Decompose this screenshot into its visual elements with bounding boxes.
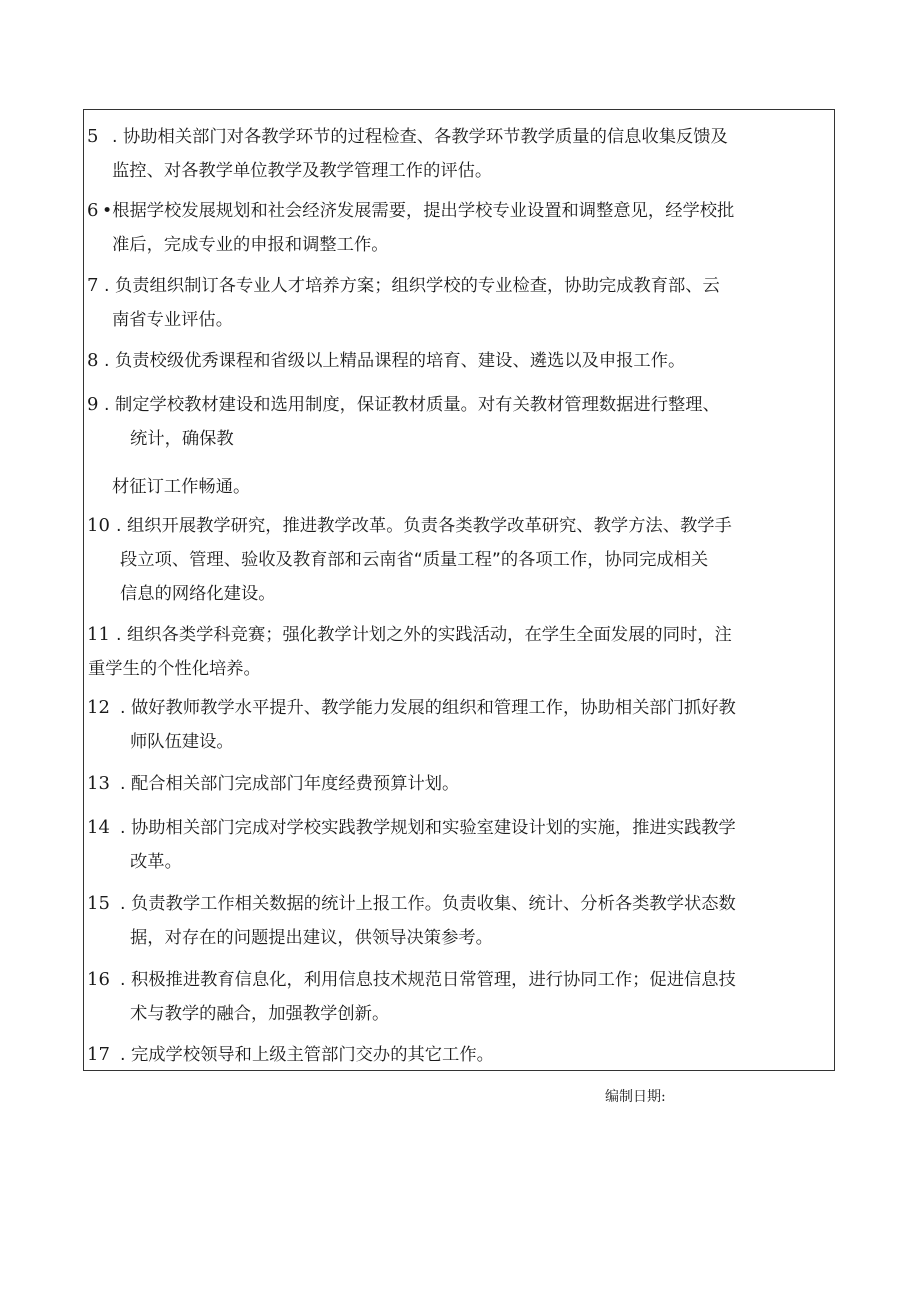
item-text-line-3: 材征订工作畅通。 <box>112 477 251 497</box>
duties-table <box>83 109 835 1071</box>
item-text-line-1: . 负责组织制订各专业人才培养方案；组织学校的专业检查，协助完成教育部、云 <box>104 276 720 296</box>
item-number: 13 <box>87 773 110 794</box>
item-text-line-2: 段立项、管理、验收及教育部和云南省“质量工程”的各项工作，协同完成相关 <box>120 550 709 570</box>
item-text-line-2: 据，对存在的问题提出建议，供领导决策参考。 <box>130 928 493 948</box>
item-text-line-1: . 协助相关部门对各教学环节的过程检查、各教学环节教学质量的信息收集反馈及 <box>112 127 728 147</box>
item-number: 12 <box>87 697 110 718</box>
item-number: 7 <box>87 275 99 296</box>
item-number: 5 <box>87 126 99 147</box>
item-text-line-2: 术与教学的融合，加强教学创新。 <box>130 1004 390 1024</box>
item-number: 15 <box>87 893 110 914</box>
item-number: 9 <box>87 394 99 415</box>
item-text-line-2: 统计，确保教 <box>130 429 234 449</box>
item-text-line-1: . 配合相关部门完成部门年度经费预算计划。 <box>120 774 460 794</box>
item-text-line-1: . 组织各类学科竞赛；强化教学计划之外的实践活动，在学生全面发展的同时，注 <box>116 625 732 645</box>
item-text-line-1: . 组织开展教学研究，推进教学改革。负责各类教学改革研究、教学方法、教学手 <box>116 516 732 536</box>
item-text-line-1: •根据学校发展规划和社会经济发展需要，提出学校专业设置和调整意见，经学校批 <box>102 201 735 221</box>
item-text-line-1: . 制定学校教材建设和选用制度，保证教材质量。对有关教材管理数据进行整理、 <box>104 395 720 415</box>
item-text-line-2: 师队伍建设。 <box>130 732 234 752</box>
item-text-line-2: 重学生的个性化培养。 <box>88 659 261 679</box>
item-text-line-1: . 积极推进教育信息化，利用信息技术规范日常管理，进行协同工作；促进信息技 <box>120 970 736 990</box>
item-text-line-1: . 负责教学工作相关数据的统计上报工作。负责收集、统计、分析各类教学状态数 <box>120 894 736 914</box>
item-number: 8 <box>87 350 99 371</box>
item-text-line-1: . 负责校级优秀课程和省级以上精品课程的培育、建设、遴选以及申报工作。 <box>104 351 686 371</box>
compile-date-label: 编制日期: <box>605 1089 666 1105</box>
item-text-line-1: . 完成学校领导和上级主管部门交办的其它工作。 <box>120 1045 494 1065</box>
item-text-line-3: 信息的网络化建设。 <box>120 584 276 604</box>
item-number: 16 <box>87 969 110 990</box>
item-text-line-2: 南省专业评估。 <box>112 310 233 330</box>
item-text-line-1: . 协助相关部门完成对学校实践教学规划和实验室建设计划的实施，推进实践教学 <box>120 818 736 838</box>
item-number: 17 <box>87 1044 110 1065</box>
item-number: 11 <box>87 624 110 645</box>
item-text-line-1: . 做好教师教学水平提升、教学能力发展的组织和管理工作，协助相关部门抓好教 <box>120 698 736 718</box>
item-text-line-2: 准后，完成专业的申报和调整工作。 <box>112 235 389 255</box>
item-number: 10 <box>87 515 110 536</box>
item-number: 14 <box>87 817 110 838</box>
item-text-line-2: 监控、对各教学单位教学及教学管理工作的评估。 <box>112 161 493 181</box>
item-number: 6 <box>87 200 99 221</box>
item-text-line-2: 改革。 <box>130 852 182 872</box>
